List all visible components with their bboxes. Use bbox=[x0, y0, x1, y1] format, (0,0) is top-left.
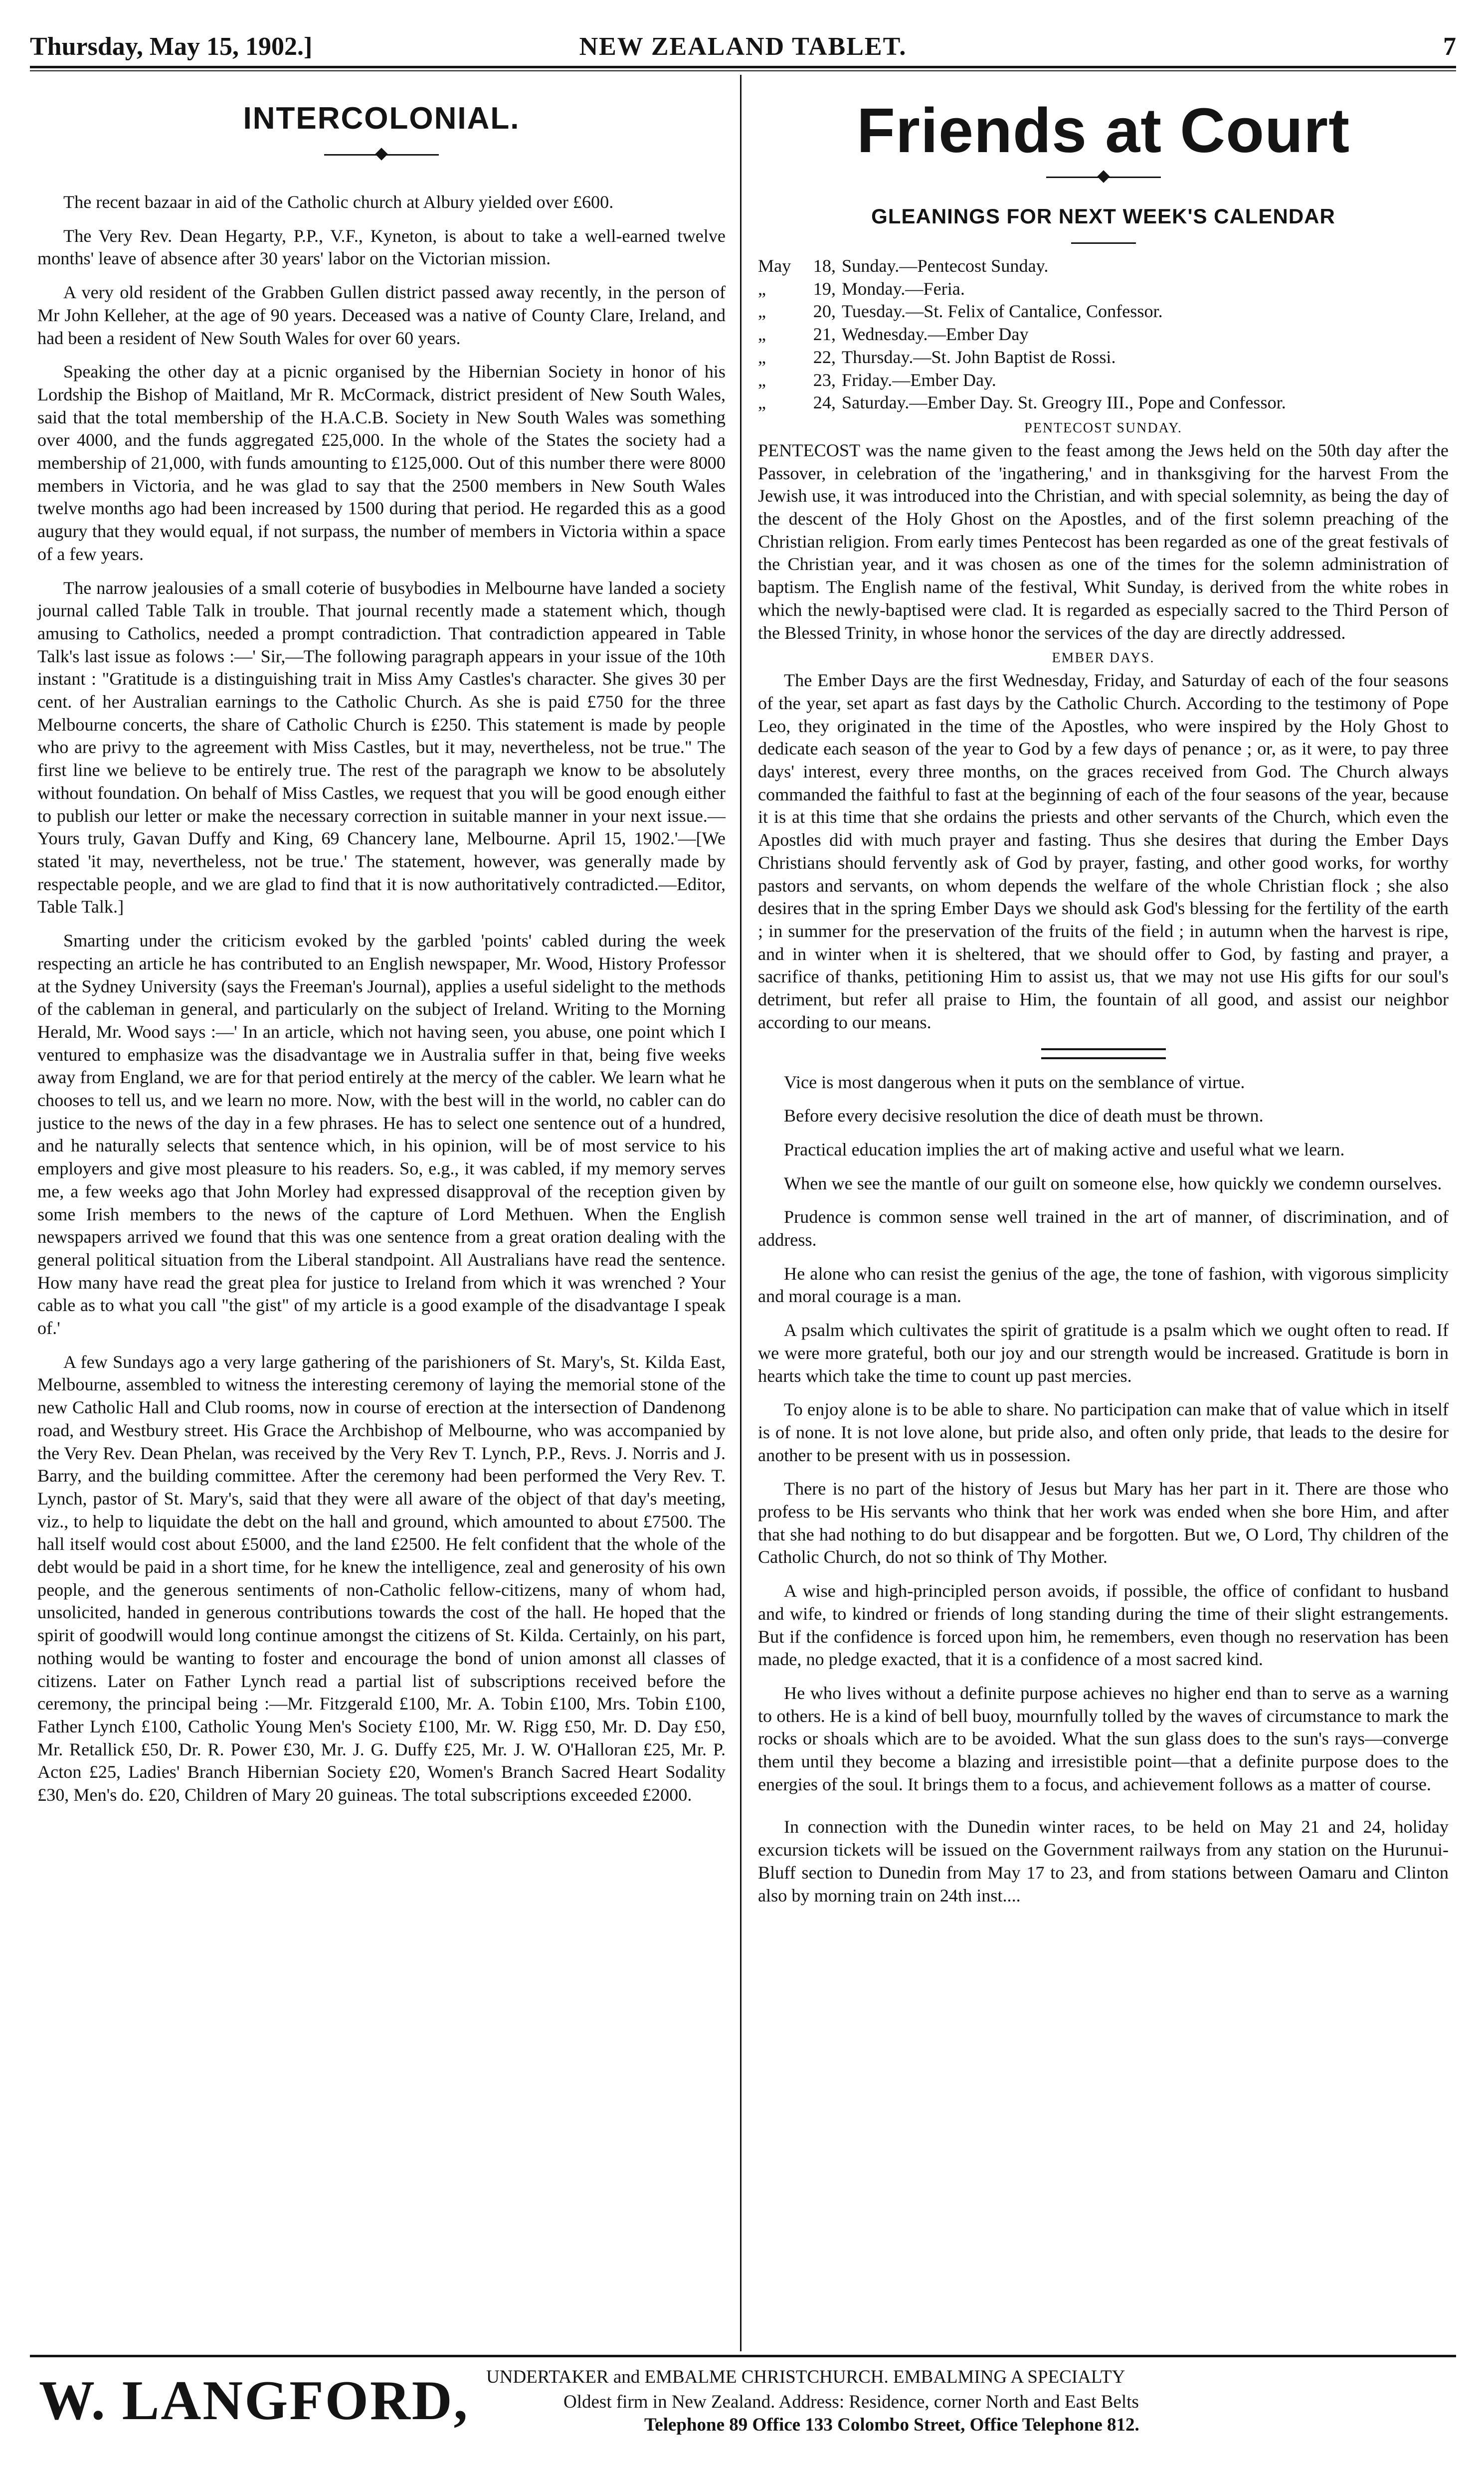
header-title: NEW ZEALAND TABLET. bbox=[579, 32, 907, 61]
pentecost-text bbox=[758, 439, 1449, 644]
advert-name: W. LANGFORD, bbox=[39, 2370, 469, 2432]
header-rule-thin bbox=[30, 70, 1456, 71]
ember-days-text bbox=[758, 669, 1449, 1034]
langford-advertisement bbox=[30, 2364, 1456, 2454]
calendar-subtitle: GLEANINGS FOR NEXT WEEK'S CALENDAR bbox=[871, 204, 1335, 228]
ornamental-rule bbox=[1046, 170, 1161, 185]
header-date: Thursday, May 15, 1902.] bbox=[30, 32, 313, 61]
intercolonial-text bbox=[37, 191, 726, 1807]
maxim: Vice is most dangerous when it puts on the semblance of virtue. bbox=[784, 1072, 1245, 1092]
paragraph: The narrow jealousies of a small coterie of busybodies in Melbourne have landed a society journal called Table Talk in trouble. That journal recently made a statement which, though amusing to Catholics, needed a prompt contradiction. That contradiction appeared in Table Talk's last issue as folows :—' Sir,—The following paragraph appears in your issue of the 10th instant : "Gratitude is a distinguishing trait in Miss Amy Castles's character. She gives 30 per cent. of her Australian earnings to the Catholic Church. As she is paid £750 for the three Melbourne concerts, the share of Catholic Church is £250. This statement is made by people who are privy to the agreement with Miss Castles, but it may, nevertheless, not be true." The first line we believe to be entirely true. The rest of the paragraph we know to be absolutely without foundation. On behalf of Miss Castles, we request that you will be good enough either to publish our letter or make the necessary correction in suitable manner in your next issue.—Yours truly, Gavan Duffy and King, 69 Chancery lane, Melbourne. April 15, 1902.'—[We stated 'it may, nevertheless, not be true.' The statement, however, was generally made by respectable people, and we are glad to find that it is now authoritatively contradicted.—Editor, Table Talk.] bbox=[37, 577, 726, 917]
calendar-row: „ 20, Tuesday.—St. Felix of Cantalice, Confessor. bbox=[758, 301, 1163, 322]
maxim: Prudence is common sense well trained in the art of manner, of discrimination, and of address. bbox=[758, 1207, 1449, 1250]
calendar-row: „ 22, Thursday.—St. John Baptist de Rossi. bbox=[758, 347, 1116, 367]
notice-text bbox=[758, 1816, 1449, 1907]
running-header bbox=[30, 31, 1456, 66]
maxims-text bbox=[758, 1071, 1449, 1796]
maxim: A wise and high-principled person avoids, if possible, the office of confidant to husband and wife, to kindred or friends of long standing during the time of their slight estrangements. But if the confidence is forced upon him, he remembers, even though no reservation has been made, no pledge exacted, that it is a confidence of a most sacred kind. bbox=[758, 1581, 1449, 1670]
maxim: He who lives without a definite purpose achieves no higher end than to serve as a warning to others. He is a kind of bell buoy, mournfully tolled by the waves of circumstance to mark the rocks or shoals which are to be avoided. What the sun glass does to the sun's rays—converge them until they become a blazing and irresistible point—that a definite purpose does to the energies of the soul. It brings them to a focus, and achievement follows as a matter of course. bbox=[758, 1683, 1449, 1794]
maxim: Before every decisive resolution the dice of death must be thrown. bbox=[784, 1106, 1264, 1126]
advert-top-rule bbox=[30, 2355, 1456, 2357]
right-column bbox=[758, 75, 1449, 1907]
maxim: He alone who can resist the genius of the age, the tone of fashion, with vigorous simplicity and moral courage is a man. bbox=[758, 1263, 1449, 1307]
paragraph: In connection with the Dunedin winter races, to be held on May 21 and 24, holiday excursion tickets will be issued on the Government railways from any station on the Hurunui-Bluff section to Dunedin from May 17 to 23, and from stations between Oamaru and Clinton also by morning train on 24th inst.... bbox=[758, 1817, 1449, 1905]
calendar-row: May 18, Sunday.—Pentecost Sunday. bbox=[758, 256, 1049, 276]
column-divider bbox=[740, 75, 742, 2351]
maxim: When we see the mantle of our guilt on someone else, how quickly we condemn ourselves. bbox=[784, 1173, 1442, 1193]
maxim: There is no part of the history of Jesus but Mary has her part in it. There are those who profess to be His servants who think that her work was ended when she bore Him, and after that she had nothing to do but disappear and be forgotten. But we, O Lord, Thy children of the Catholic Church, do not so think of Thy Mother. bbox=[758, 1479, 1449, 1567]
advert-line-2: Oldest firm in New Zealand. Address: Residence, corner North and East Belts bbox=[563, 2392, 1139, 2412]
maxim: Practical education implies the art of making active and useful what we learn. bbox=[784, 1139, 1345, 1159]
paragraph: The Very Rev. Dean Hegarty, P.P., V.F., Kyneton, is about to take a well-earned twelve months' leave of absence after 30 years' labor on the Victorian mission. bbox=[37, 225, 726, 269]
section-title-friends-at-court: Friends at Court bbox=[856, 95, 1350, 166]
calendar-row: „ 24, Saturday.—Ember Day. St. Greogry III., Pope and Confessor. bbox=[758, 392, 1286, 413]
ember-days-heading: EMBER DAYS. bbox=[1052, 650, 1155, 666]
ornamental-rule bbox=[324, 147, 439, 162]
calendar-row: „ 21, Wednesday.—Ember Day bbox=[758, 324, 1029, 345]
header-page-number: 7 bbox=[1443, 32, 1456, 61]
calendar-row: „ 23, Friday.—Ember Day. bbox=[758, 370, 996, 390]
paragraph: The recent bazaar in aid of the Catholic church at Albury yielded over £600. bbox=[63, 192, 614, 212]
calendar-list bbox=[758, 255, 1449, 414]
advert-line-3: Telephone 89 Office 133 Colombo Street, Office Telephone 812. bbox=[644, 2415, 1139, 2435]
paragraph: Smarting under the criticism evoked by the garbled 'points' cabled during the week respecting an article he has contributed to an English newspaper, Mr. Wood, History Professor at the Sydney University (says the Freeman's Journal), applies a useful sidelight to the methods of the cableman in general, and particularly on the subject of Ireland. Writing to the Morning Herald, Mr. Wood says :—' In an article, which not having seen, you abuse, one point which I ventured to emphasize was the disadvantage we in Australia suffer in that, being five weeks away from England, we are for that period entirely at the mercy of the cabler. We learn what he chooses to tell us, and we learn no more. Now, with the best will in the world, no cabler can do justice to the news of the day in a few phrases. He has to select one sentence out of a hundred, and he naturally selects that sentence which, in his opinion, will be of most service to his employers and give most pleasure to his readers. So, e.g., it was cabled, if my memory serves me, a few weeks ago that John Morley had expressed disapproval of the reception given by some Irish members to the news of the capture of Lord Methuen. When the English newspapers arrived we found that this was one sentence from a great oration dealing with the general political situation from the Liberal standpoint. All Australians have read the sentence. How many have read the great plea for justice to Ireland from which it was wrenched ? Your cable as to what you call "the gist" of my article is a good example of the disadvantage I speak of.' bbox=[37, 931, 726, 1338]
paragraph: The Ember Days are the first Wednesday, Friday, and Saturday of each of the four seasons of the year, set apart as fast days by the Catholic Church. According to the testimony of Pope Leo, they originated in the time of the Apostles, who were inspired by the Holy Ghost to dedicate each season of the year to God by a few days of penance ; or, as it were, to pay three days' interest, every three months, on the graces received from God. The Church always commanded the faithful to fast at the beginning of each of the four seasons of the year, because it is at this time that she ordains the priests and other servants of the Church, which even the Apostles did with much prayer and fasting. Thus she desires that during the Ember Days Christians should fervently ask of God by prayer, fasting, and other good works, for worthy pastors and servants, on whom depends the welfare of the whole Christian flock ; she also desires that in the spring Ember Days we should ask God's blessing for the fertility of the earth ; in summer for the preservation of the fruits of the field ; in autumn when the harvest is ripe, and in winter when it is sheltered, that we should offer to God, by fasting and prayer, a sacrifice of thanks, petitioning Him to assist us, that we may not use His gifts for our soul's detriment, but refer all praise to Him, the fountain of all good, and assist our neighbor according to our means. bbox=[758, 670, 1449, 1032]
pentecost-heading: PENTECOST SUNDAY. bbox=[1024, 420, 1182, 436]
paragraph: PENTECOST was the name given to the feast among the Jews held on the 50th day after the Passover, in celebration of the 'ingathering,' and in thanksgiving for the harvest From the Jewish use, it was introduced into the Christian, and with special solemnity, as being the day of the descent of the Holy Ghost on the Apostles, and of the first solemn preaching of the Christian religion. From early times Pentecost has been regarded as one of the great festivals of the Christian year, and it was chosen as one of the times for the solemn administration of baptism. The English name of the festival, Whit Sunday, is derived from the white robes in which the newly-baptised were clad. It is regarded as especially sacred to the Third Person of the Blessed Trinity, in whose honor the services of the day are directly addressed. bbox=[758, 440, 1449, 643]
double-rule bbox=[1041, 1048, 1166, 1059]
maxim: To enjoy alone is to be able to share. No participation can make that of value which in itself is of none. It is not love alone, but pride also, and often only pride, that leads to the desire for another to be present with us in possession. bbox=[758, 1399, 1449, 1465]
header-rule-thick bbox=[30, 66, 1456, 68]
calendar-row: „ 19, Monday.—Feria. bbox=[758, 278, 965, 299]
paragraph: Speaking the other day at a picnic organised by the Hibernian Society in honor of his Lordship the Bishop of Maitland, Mr R. McCormack, district president of New South Wales, said that the total membership of the H.A.C.B. Society in New South Wales was something over 4000, and the funds aggregated £25,000. In the whole of the States the society had a membership of 21,000, with funds amounting to £125,000. Out of this number there were 8000 members in Victoria, and he was glad to say that the 2500 members in New South Wales twelve months ago had been increased by 1500 during that period. He regarded this as a good augury that they would equal, if not surpass, the number of members in Victoria within a space of a few years. bbox=[37, 362, 726, 564]
short-rule bbox=[1071, 242, 1136, 244]
section-title-intercolonial: INTERCOLONIAL. bbox=[243, 101, 520, 136]
maxim: A psalm which cultivates the spirit of gratitude is a psalm which we ought often to read. If we were more grateful, both our joy and our strength would be increased. Gratitude is born in hearts which take the time to count up past mercies. bbox=[758, 1320, 1449, 1386]
left-column bbox=[37, 75, 726, 1807]
paragraph: A few Sundays ago a very large gathering of the parishioners of St. Mary's, St. Kilda East, Melbourne, assembled to witness the interesting ceremony of laying the memorial stone of the new Catholic Hall and Club rooms, now in course of erection at the intersection of Dandenong road, and Westbury street. His Grace the Archbishop of Melbourne, who was accompanied by the Very Rev. Dean Phelan, was received by the Very Rev T. Lynch, P.P., Revs. J. Norris and J. Barry, and the building committee. After the ceremony had been performed the Very Rev. T. Lynch, pastor of St. Mary's, said that they were all aware of the object of that day's meeting, viz., to help to liquidate the debt on the hall and ground, which amounted to about £7500. The hall itself would cost about £5000, and the land £2500. He felt confident that the whole of the debt would be paid in a short time, for he knew the intelligence, zeal and generosity of his own people, and the generous sentiments of non-Catholic fellow-citizens, many of whom had, unsolicited, handed in generous contributions towards the cost of the hall. He hoped that the spirit of goodwill would long continue amongst the citizens of St. Kilda. Certainly, on his part, nothing would be wanting to foster and encourage the bond of union amonst all classes of citizens. Later on Father Lynch read a partial list of subscriptions received before the ceremony, the principal being :—Mr. Fitzgerald £100, Mr. A. Tobin £100, Mrs. Tobin £100, Father Lynch £100, Catholic Young Men's Society £100, Mr. W. Rigg £50, Mr. D. Day £50, Mr. Retallick £50, Dr. R. Power £30, Mr. J. G. Duffy £25, Mr. J. W. O'Halloran £25, Mr. P. Acton £25, Ladies' Branch Hibernian Society £20, Women's Branch Sacred Heart Sodality £30, Men's do. £20, Children of Mary 20 guineas. The total subscriptions exceeded £2000. bbox=[37, 1351, 726, 1805]
spacer bbox=[758, 1796, 1449, 1816]
paragraph: A very old resident of the Grabben Gullen district passed away recently, in the person of Mr John Kelleher, at the age of 90 years. Deceased was a native of County Clare, Ireland, and had been a resident of New South Wales for over 60 years. bbox=[37, 282, 726, 348]
advert-line-1: UNDERTAKER and EMBALME CHRISTCHURCH. EMBALMING A SPECIALTY bbox=[486, 2367, 1125, 2387]
